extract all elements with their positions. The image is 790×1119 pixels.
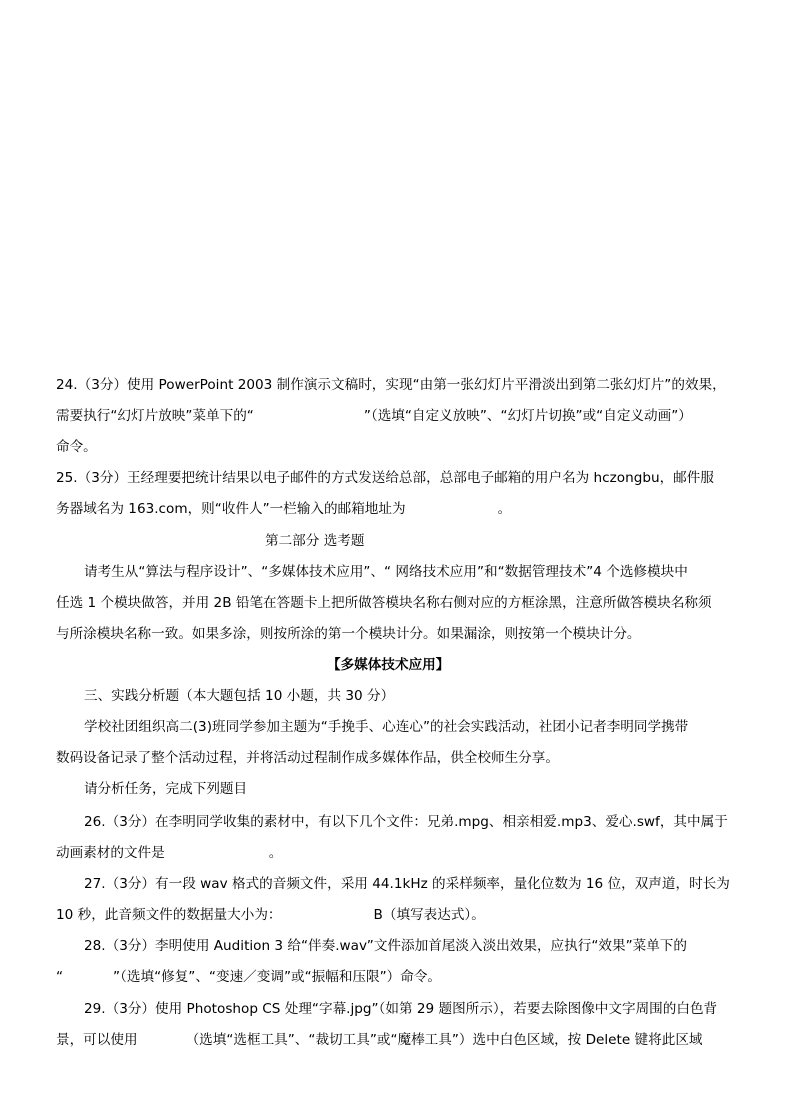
q28-line-2: “ ”（选填“修复”、“变速／变调”或“振幅和压限”）命令。 (56, 969, 442, 985)
q24-line-1: 24.（3分）使用 PowerPoint 2003 制作演示文稿时，实现“由第一张幻灯片平滑淡出到第二张幻灯片”的效果， (56, 377, 726, 393)
q27-line-1: 27.（3分）有一段 wav 格式的音频文件，采用 44.1kHz 的采样频率，量化位数为 16 位，双声道，时长为 (84, 876, 730, 892)
q25-line-1: 25.（3分）王经理要把统计结果以电子邮件的方式发送给总部，总部电子邮箱的用户名为 hczongbu，邮件服 (56, 470, 714, 486)
q29-line-2: 景，可以使用 （选填“选框工具”、“裁切工具”或“魔棒工具”）选中白色区域，按 Delete 键将此区域 (56, 1032, 703, 1048)
q28-line-1: 28.（3分）李明使用 Audition 3 给“伴奏.wav”文件添加首尾淡入淡出效果，应执行“效果”菜单下的 (84, 938, 687, 954)
q24-line-2: 需要执行“幻灯片放映”菜单下的“ ”（选填“自定义放映”、“幻灯片切换”或“自定义动画”） (56, 408, 692, 424)
section3-intro-3: 请分析任务，完成下列题目 (84, 781, 248, 797)
q27-line-2: 10 秒，此音频文件的数据量大小为： B（填写表达式）。 (56, 907, 485, 923)
part2-title: 第二部分 选考题 (265, 533, 365, 549)
part2-intro-3: 与所涂模块名称一致。如果多涂，则按所涂的第一个模块计分。如果漏涂，则按第一个模块计分。 (56, 626, 641, 642)
q26-line-2: 动画素材的文件是 。 (56, 845, 283, 861)
q25-line-2: 务器域名为 163.com，则“收件人”一栏输入的邮箱地址为 。 (56, 501, 512, 517)
q24-line-3: 命令。 (56, 439, 97, 455)
section3-title: 三、实践分析题（本大题包括 10 小题，共 30 分） (84, 688, 395, 704)
q26-line-1: 26.（3分）在李明同学收集的素材中，有以下几个文件：兄弟.mpg、相亲相爱.mp3、爱心.swf，其中属于 (84, 814, 728, 830)
section3-intro-1: 学校社团组织高二(3)班同学参加主题为“手挽手、心连心”的社会实践活动，社团小记者李明同学携带 (84, 719, 689, 735)
section3-intro-2: 数码设备记录了整个活动过程，并将活动过程制作成多媒体作品，供全校师生分享。 (56, 750, 559, 766)
part2-intro-1: 请考生从“算法与程序设计”、“多媒体技术应用”、“ 网络技术应用”和“数据管理技术”4 个选修模块中 (84, 564, 688, 580)
q29-line-1: 29.（3分）使用 Photoshop CS 处理“字幕.jpg”（如第 29 题图所示），若要去除图像中文字周围的白色背 (84, 1001, 718, 1017)
module-title: 【多媒体技术应用】 (327, 657, 450, 673)
part2-intro-2: 任选 1 个模块做答，并用 2B 铅笔在答题卡上把所做答模块名称右侧对应的方框涂黑，注意所做答模块名称须 (56, 595, 712, 611)
